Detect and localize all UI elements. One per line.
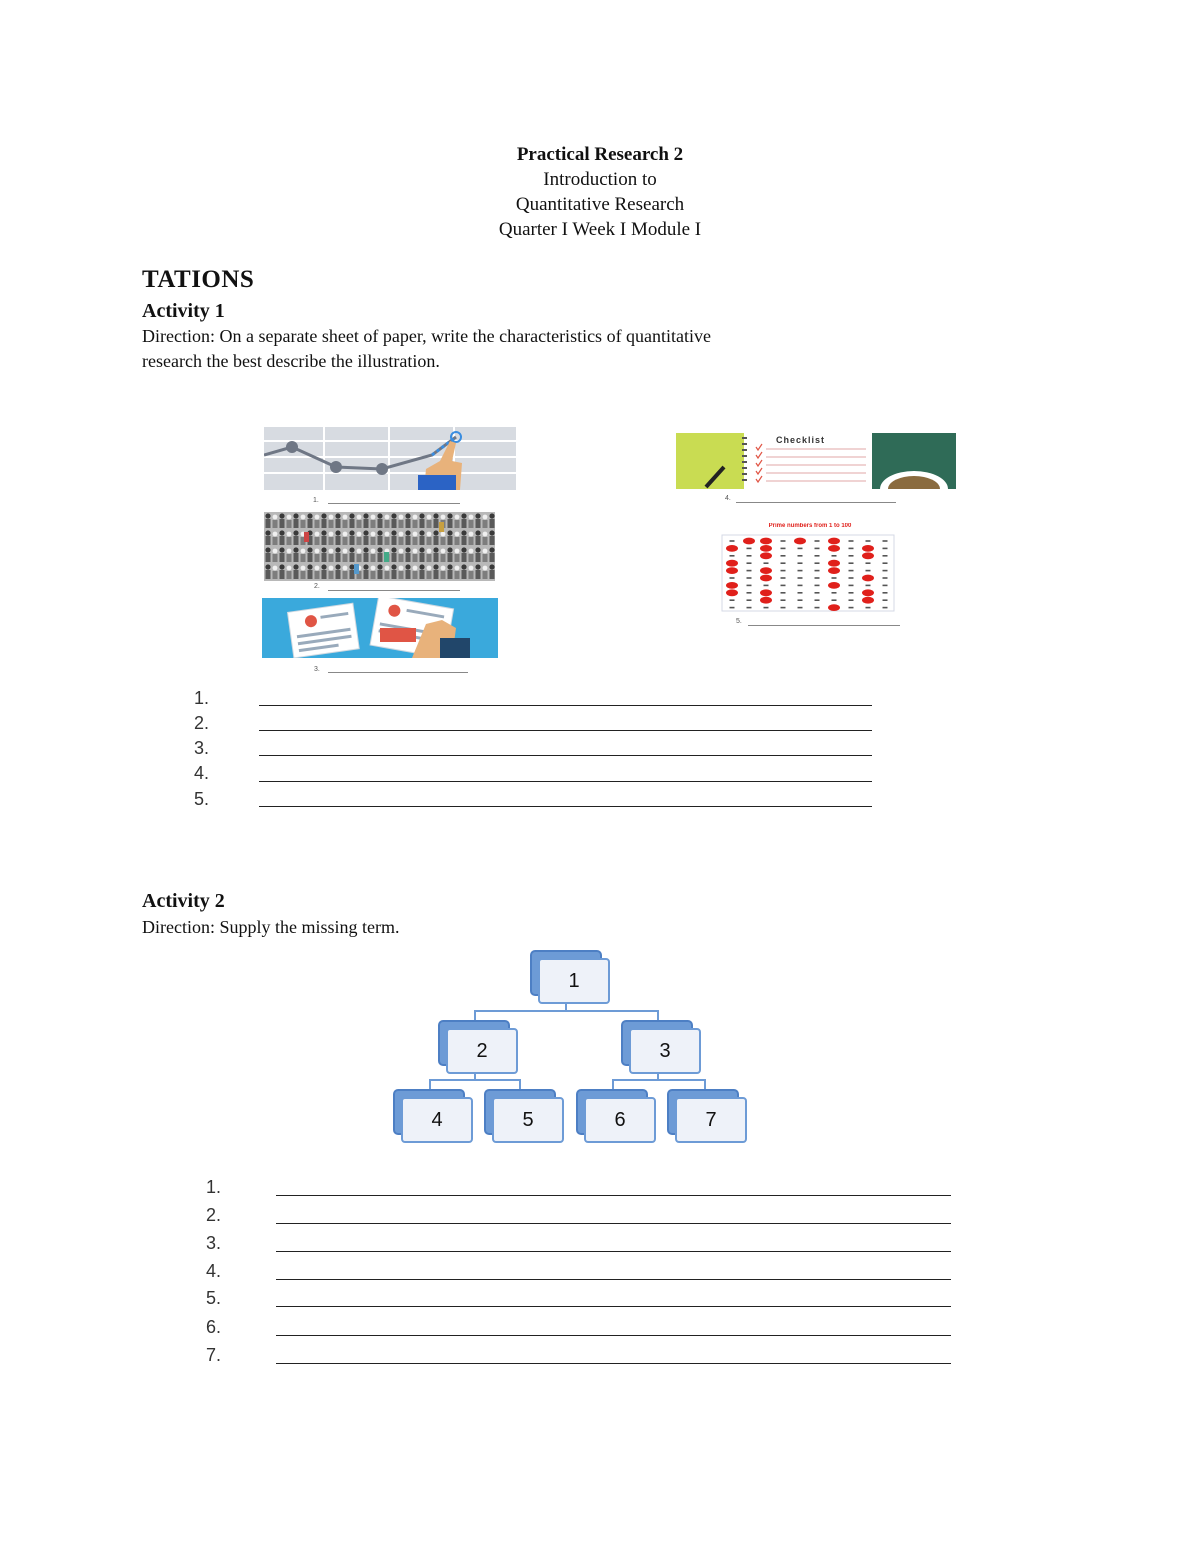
activity-2-answer-number-7: 7. <box>206 1345 222 1365</box>
illustration-caption-line-4 <box>736 502 896 503</box>
illustration-caption-line-3 <box>328 672 468 673</box>
illustration-caption-line-2 <box>328 590 460 591</box>
number-mark <box>849 592 854 594</box>
prime-grid-image <box>718 533 896 613</box>
number-mark <box>747 577 752 579</box>
number-mark <box>866 540 871 542</box>
tree-node-5-label: 5 <box>492 1097 564 1143</box>
prime-mark <box>743 538 755 545</box>
number-mark <box>747 570 752 572</box>
tree-node-4-label: 4 <box>401 1097 473 1143</box>
tree-node-7-label: 7 <box>675 1097 747 1143</box>
prime-grid-illustration <box>718 523 896 613</box>
number-mark <box>798 555 803 557</box>
number-mark <box>883 599 888 601</box>
prime-mark <box>726 567 738 574</box>
number-mark <box>781 577 786 579</box>
activity-1-answer-number-4: 4. <box>194 763 210 783</box>
prime-mark <box>760 567 772 574</box>
prime-mark <box>794 538 806 545</box>
activity-2-direction: Direction: Supply the missing term. <box>142 917 400 937</box>
document-subtitle-2: Quantitative Research <box>515 194 685 215</box>
activity-2-answer-number-1: 1. <box>206 1177 222 1197</box>
activity-2-answer-number-5: 5. <box>206 1288 222 1308</box>
prime-mark <box>862 545 874 552</box>
tree-connector-node-6 <box>612 1079 614 1089</box>
crowd-image <box>264 512 495 581</box>
number-mark <box>815 540 820 542</box>
number-mark <box>781 585 786 587</box>
number-mark <box>866 562 871 564</box>
section-title: TATIONS <box>142 266 255 293</box>
activity-1-answer-line-4[interactable] <box>259 781 872 782</box>
number-mark <box>849 540 854 542</box>
number-mark <box>866 570 871 572</box>
activity-2-answer-number-4: 4. <box>206 1261 222 1281</box>
line-graph-image <box>264 427 516 490</box>
activity-1-answer-number-1: 1. <box>194 688 210 708</box>
illustration-caption-line-5 <box>748 625 900 626</box>
number-mark <box>883 548 888 550</box>
number-mark <box>730 577 735 579</box>
illustration-caption-line-1 <box>328 503 460 504</box>
number-mark <box>798 570 803 572</box>
tree-connector-node-2-bar <box>429 1079 521 1081</box>
prime-mark <box>828 604 840 611</box>
number-mark <box>883 585 888 587</box>
activity-2-answer-line-1[interactable] <box>276 1195 951 1196</box>
number-mark <box>849 577 854 579</box>
prime-mark <box>726 589 738 596</box>
number-mark <box>781 607 786 609</box>
activity-1-answer-line-1[interactable] <box>259 705 872 706</box>
crowd-illustration <box>264 512 495 581</box>
illustration-caption-1: 1. <box>313 497 319 504</box>
number-mark <box>849 562 854 564</box>
number-mark <box>781 562 786 564</box>
number-mark <box>883 570 888 572</box>
tree-node-2-label: 2 <box>446 1028 518 1074</box>
number-mark <box>781 548 786 550</box>
tree-connector-node-7 <box>704 1079 706 1089</box>
prime-mark <box>862 597 874 604</box>
illustration-caption-5: 5. <box>736 618 742 625</box>
illustration-caption-2: 2. <box>314 583 320 590</box>
number-mark <box>730 555 735 557</box>
checklist-label: Checklist <box>776 435 826 445</box>
activity-2-answer-number-3: 3. <box>206 1233 222 1253</box>
activity-2-title: Activity 2 <box>142 890 225 912</box>
activity-1-answer-line-3[interactable] <box>259 755 872 756</box>
number-mark <box>730 540 735 542</box>
number-mark <box>883 592 888 594</box>
prime-mark <box>862 575 874 582</box>
number-mark <box>815 562 820 564</box>
number-mark <box>815 570 820 572</box>
number-mark <box>832 592 837 594</box>
activity-1-title: Activity 1 <box>142 300 225 322</box>
number-mark <box>883 607 888 609</box>
number-mark <box>866 607 871 609</box>
number-mark <box>849 585 854 587</box>
number-mark <box>747 548 752 550</box>
number-mark <box>764 585 769 587</box>
activity-2-answer-line-6[interactable] <box>276 1335 951 1336</box>
prime-mark <box>726 560 738 567</box>
prime-mark <box>760 538 772 545</box>
prime-mark <box>828 560 840 567</box>
documents-image <box>262 598 498 658</box>
number-mark <box>849 607 854 609</box>
illustration-caption-4: 4. <box>725 495 731 502</box>
number-mark <box>747 585 752 587</box>
activity-2-answer-line-5[interactable] <box>276 1306 951 1307</box>
document-subtitle-1: Introduction to <box>543 169 657 190</box>
activity-1-answer-line-2[interactable] <box>259 730 872 731</box>
number-mark <box>798 599 803 601</box>
tree-connector-level2-bar <box>474 1010 659 1012</box>
activity-2-answer-line-2[interactable] <box>276 1223 951 1224</box>
prime-mark <box>828 582 840 589</box>
checklist-illustration <box>676 433 956 489</box>
number-mark <box>883 540 888 542</box>
number-mark <box>798 585 803 587</box>
number-mark <box>764 607 769 609</box>
number-mark <box>781 555 786 557</box>
number-mark <box>781 570 786 572</box>
prime-mark <box>760 552 772 559</box>
activity-2-answer-line-3[interactable] <box>276 1251 951 1252</box>
tree-node-6-label: 6 <box>584 1097 656 1143</box>
number-mark <box>815 548 820 550</box>
document-title: Practical Research 2 <box>516 144 684 165</box>
number-mark <box>866 585 871 587</box>
number-mark <box>730 607 735 609</box>
prime-grid-title: Prime numbers from 1 to 100 <box>768 523 852 529</box>
activity-2-answer-number-6: 6. <box>206 1317 222 1337</box>
number-mark <box>781 599 786 601</box>
tree-node-3-label: 3 <box>629 1028 701 1074</box>
document-subtitle-3: Quarter I Week I Module I <box>498 219 702 240</box>
number-mark <box>849 570 854 572</box>
number-mark <box>730 599 735 601</box>
number-mark <box>849 599 854 601</box>
activity-1-answer-line-5[interactable] <box>259 806 872 807</box>
number-mark <box>798 592 803 594</box>
prime-mark <box>828 545 840 552</box>
activity-1-direction-line1: Direction: On a separate sheet of paper, write the characteristics of quantitative <box>142 326 712 346</box>
number-mark <box>798 577 803 579</box>
prime-mark <box>760 545 772 552</box>
number-mark <box>815 555 820 557</box>
number-mark <box>815 599 820 601</box>
activity-1-answer-number-3: 3. <box>194 738 210 758</box>
prime-mark <box>726 545 738 552</box>
activity-1-answer-number-5: 5. <box>194 789 210 809</box>
prime-mark <box>726 582 738 589</box>
number-mark <box>747 599 752 601</box>
number-mark <box>798 548 803 550</box>
prime-mark <box>760 575 772 582</box>
number-mark <box>883 577 888 579</box>
number-mark <box>849 555 854 557</box>
number-mark <box>815 607 820 609</box>
activity-1-direction-line2: research the best describe the illustration. <box>142 351 440 371</box>
number-mark <box>747 555 752 557</box>
number-mark <box>747 562 752 564</box>
number-mark <box>832 599 837 601</box>
tree-connector-node-4 <box>429 1079 431 1089</box>
number-mark <box>781 540 786 542</box>
prime-mark <box>828 567 840 574</box>
number-mark <box>798 562 803 564</box>
prime-mark <box>828 538 840 545</box>
prime-mark <box>862 552 874 559</box>
number-mark <box>883 562 888 564</box>
illustration-caption-3: 3. <box>314 666 320 673</box>
prime-mark <box>760 589 772 596</box>
activity-2-answer-line-4[interactable] <box>276 1279 951 1280</box>
number-mark <box>764 562 769 564</box>
number-mark <box>798 607 803 609</box>
line-graph-illustration <box>264 427 516 490</box>
prime-mark <box>862 589 874 596</box>
number-mark <box>832 555 837 557</box>
number-mark <box>815 592 820 594</box>
number-mark <box>747 592 752 594</box>
activity-2-answer-number-2: 2. <box>206 1205 222 1225</box>
prime-mark <box>760 597 772 604</box>
number-mark <box>849 548 854 550</box>
activity-2-answer-line-7[interactable] <box>276 1363 951 1364</box>
tree-connector-node-3-bar <box>612 1079 706 1081</box>
activity-1-answer-number-2: 2. <box>194 713 210 733</box>
number-mark <box>781 592 786 594</box>
tree-node-1-label: 1 <box>538 958 610 1004</box>
number-mark <box>883 555 888 557</box>
number-mark <box>815 585 820 587</box>
number-mark <box>815 577 820 579</box>
number-mark <box>832 577 837 579</box>
tree-connector-node-5 <box>519 1079 521 1089</box>
documents-illustration <box>262 598 498 658</box>
number-mark <box>747 607 752 609</box>
